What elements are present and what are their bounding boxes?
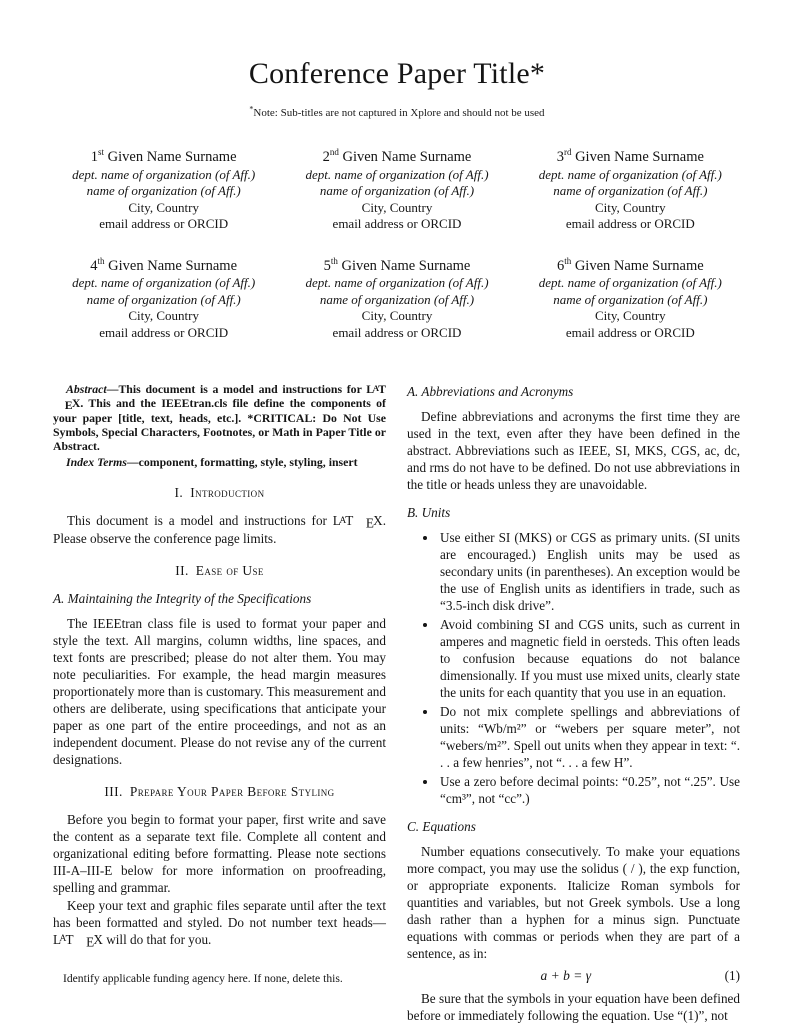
abstract: [53, 381, 386, 453]
section-heading-prepare-paper: III. Prepare Your Paper Before Styling: [104, 783, 335, 799]
author-location: City, Country: [594, 199, 666, 215]
index-terms-text: —component, formatting, style, styling, insert: [126, 455, 358, 470]
subsection-heading-equations: C. Equations: [407, 819, 476, 834]
paragraph-prepare-2: Keep your text and graphic files separate until after the text has been formatted and styled. Do not number text heads—LAT EX will do that for you.: [53, 897, 386, 950]
author-email: email address or ORCID: [332, 216, 462, 231]
paragraph-prepare-1: Before you begin to format your paper, first write and save the content as a separate text file. Complete all content and organizational editing before formatting. Please note sections III-A–III-E below for more information on proofreading, spelling and grammar.: [53, 811, 386, 895]
author-location: City, Country: [128, 199, 199, 215]
author-email: email address or ORCID: [565, 324, 695, 340]
section-heading-introduction: I. Introduction: [174, 485, 265, 501]
left-column: [53, 381, 386, 1025]
author-name: 5th Given Name Surname: [323, 255, 471, 274]
section-heading-ease-of-use: II. Ease of Use: [175, 562, 264, 578]
index-terms: [53, 455, 386, 469]
bullet-item: • Avoid combining SI and CGS units, such as current in amperes and magnetic field in oersteds. This often leads to confusion because equations do not balance dimensionally. If you must use mixed units, clearly state the units for each quantity that you use in an equation.: [438, 616, 740, 701]
author-dept: dept. name of organization (of Aff.): [538, 275, 722, 290]
author-name: 2nd Given Name Surname: [322, 147, 472, 165]
author-block-4: [52, 255, 275, 342]
index-terms-label: Index Terms: [66, 455, 127, 470]
author-email: email address or ORCID: [332, 324, 462, 340]
author-org: name of organization (of Aff.): [86, 183, 241, 198]
paragraph-abbreviations: Define abbreviations and acronyms the first time they are used in the text, even after they have been defined in the abstract. Abbreviations such as IEEE, SI, MKS, CGS, ac, dc, and rms do not have to be defined. Do not use abbreviations in the title or heads unless they are unavoidable.: [407, 409, 740, 492]
bullet-item: • Use either SI (MKS) or CGS as primary units. (SI units are encouraged.) English units may be used as secondary units (in parentheses). An exception would be the use of English units as identifiers in trade, such as “3.5-inch disk drive”.: [438, 529, 740, 614]
bullet-item: • Use a zero before decimal points: “0.25”, not “.25”. Use “cm³”, not “cc”.): [438, 773, 740, 807]
units-bullet-list: [407, 529, 740, 807]
footnote-marker: *: [249, 104, 254, 114]
author-location: City, Country: [361, 308, 433, 323]
author-block-1: [52, 149, 275, 233]
abstract-label: Abstract: [66, 382, 107, 397]
equation: [407, 967, 740, 984]
paragraph-introduction: This document is a model and instructions for LAT EX. Please observe the conference page limits.: [53, 513, 386, 546]
paragraph-equations: Number equations consecutively. To make your equations more compact, you may use the solidus ( / ), the exp function, or appropriate exponents. Italicize Roman symbols for quantities and variables, but not Greek symbols. Use a long dash rather than a hyphen for a minus sign. Punctuate equations with commas or periods when they are part of a sentence, as in:: [407, 844, 740, 961]
paragraph-equation-note: Be sure that the symbols in your equation have been defined before or immediately following the equation. Use “(1)”, not: [407, 991, 740, 1023]
title-footnote: [0, 104, 794, 119]
abstract-text: —This document is a model and instructions for LATEX. This and the IEEEtran.cls file define the components of your paper [title, text, heads, etc.]. *CRITICAL: Do Not Use Symbols, Special Characters, Footnotes, or Math in Paper Title or Abstract.: [53, 382, 386, 454]
author-email: email address or ORCID: [99, 216, 229, 231]
equation-body: a + b = γ: [540, 968, 592, 983]
right-column: [407, 381, 740, 1025]
paragraph-integrity: The IEEEtran class file is used to format your paper and style the text. All margins, column widths, line spaces, and text fonts are prescribed; please do not alter them. You may note peculiarities. For example, the head margin measures proportionately more than is customary. This measurement and others are deliberate, using specifications that anticipate your paper as one part of the entire proceedings, and not as an independent document. Please do not revise any of the current designations.: [53, 615, 386, 767]
author-dept: dept. name of organization (of Aff.): [305, 166, 489, 182]
author-org: name of organization (of Aff.): [86, 291, 241, 307]
author-location: City, Country: [361, 199, 433, 215]
paper-title: Conference Paper Title*: [248, 57, 546, 90]
author-email: email address or ORCID: [99, 324, 229, 340]
body-columns: [53, 381, 741, 1025]
author-dept: dept. name of organization (of Aff.): [305, 275, 489, 290]
author-dept: dept. name of organization (of Aff.): [72, 166, 256, 182]
author-org: name of organization (of Aff.): [319, 183, 475, 198]
author-block-5: [285, 255, 508, 342]
author-org: name of organization (of Aff.): [553, 183, 708, 198]
author-org: name of organization (of Aff.): [319, 291, 475, 307]
author-name: 3rd Given Name Surname: [556, 147, 704, 165]
footnote-text: Note: Sub-titles are not captured in Xplore and should not be used: [253, 107, 545, 119]
author-dept: dept. name of organization (of Aff.): [538, 166, 722, 182]
author-name: 1st Given Name Surname: [90, 147, 237, 165]
subsection-heading-abbreviations: A. Abbreviations and Acronyms: [407, 384, 574, 399]
author-block-6: [519, 255, 742, 342]
author-org: name of organization (of Aff.): [553, 291, 708, 307]
equation-number: (1): [724, 968, 740, 983]
funding-footnote: Identify applicable funding agency here. If none, delete this.: [63, 972, 343, 986]
subsection-heading-integrity: A. Maintaining the Integrity of the Specifications: [53, 590, 312, 606]
author-email: email address or ORCID: [565, 216, 695, 231]
author-name: 6th Given Name Surname: [556, 255, 704, 274]
subsection-heading-units: B. Units: [407, 505, 451, 520]
author-dept: dept. name of organization (of Aff.): [72, 275, 256, 290]
authors-grid: [52, 149, 742, 341]
author-name: 4th Given Name Surname: [90, 255, 238, 274]
author-block-2: [285, 149, 508, 233]
author-block-3: [519, 149, 742, 233]
author-location: City, Country: [128, 308, 199, 323]
author-location: City, Country: [594, 308, 666, 323]
bullet-item: • Do not mix complete spellings and abbreviations of units: “Wb/m²” or “webers per square meter”, not “webers/m²”. Spell out units when they appear in text: “. . . a few henries”, not “. . . a few H”.: [438, 703, 740, 771]
title-block: [0, 0, 794, 119]
